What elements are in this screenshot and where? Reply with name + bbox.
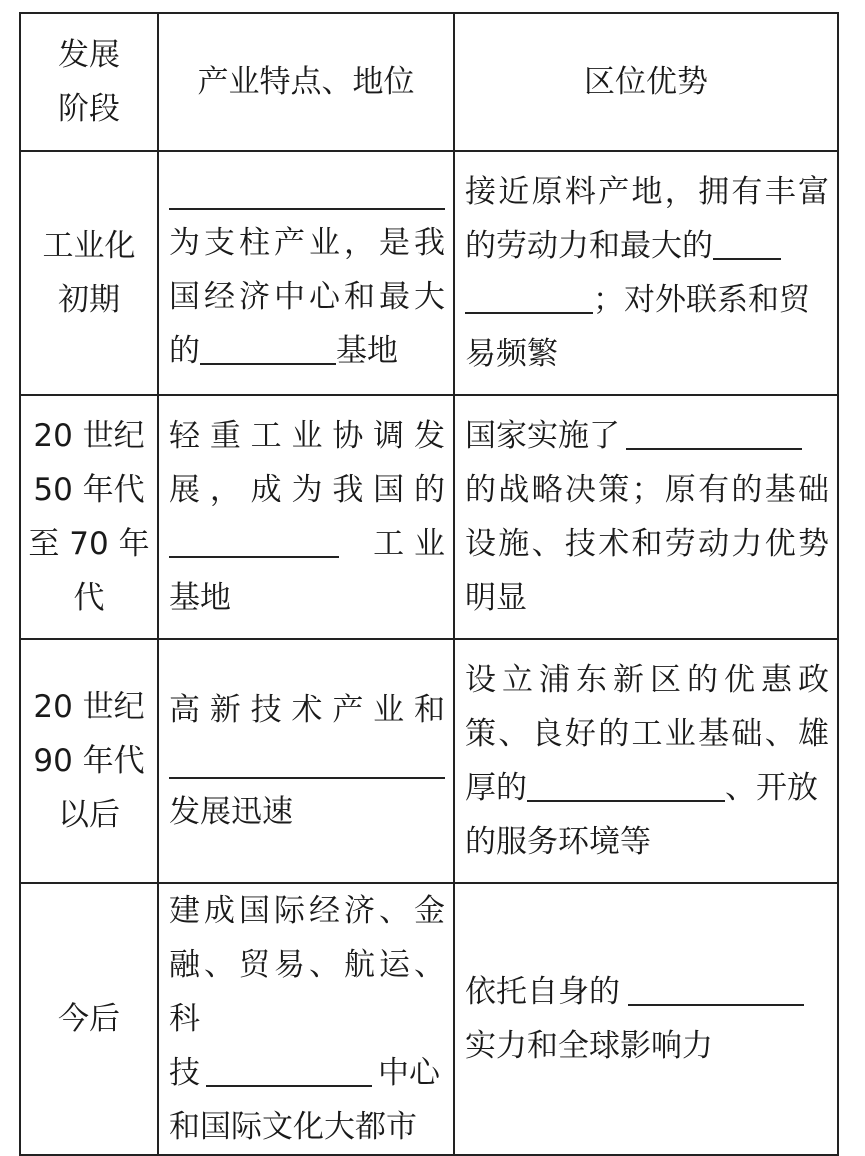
- advantage-text: 实力和全球影响力: [465, 1028, 713, 1064]
- answer-blank: [206, 1055, 372, 1087]
- feature-text: 融、贸易、航运、科: [169, 947, 445, 1037]
- feature-text: 和国际文化大都市: [169, 1109, 417, 1145]
- advantage-text: 、开放: [725, 770, 818, 806]
- advantage-line: [465, 219, 829, 273]
- feature-text: 基地: [336, 333, 398, 369]
- advantage-text: 设立浦东新区的优惠政: [465, 662, 829, 698]
- advantage-line: [465, 965, 829, 1019]
- feature-line: [169, 324, 445, 378]
- feature-cell: [158, 151, 454, 395]
- advantage-text: ；对外联系和贸: [593, 282, 810, 318]
- header-advantage: 区位优势: [454, 13, 838, 151]
- advantage-text: 设施、技术和劳动力优势: [465, 526, 829, 562]
- stage-line: 今后: [58, 1001, 120, 1037]
- stage-line: 工业化: [42, 228, 136, 264]
- feature-text: 国经济中心和最大: [169, 279, 445, 315]
- feature-text: 建成国际经济、金: [169, 893, 445, 929]
- feature-text: 基地: [169, 580, 231, 616]
- feature-text: 技: [169, 1055, 200, 1091]
- advantage-cell: [454, 395, 838, 639]
- header-row: [20, 13, 838, 151]
- table-row: [20, 639, 838, 883]
- advantage-line: [465, 409, 829, 463]
- answer-blank: [169, 737, 445, 779]
- answer-blank: [626, 418, 802, 450]
- advantage-text: 的劳动力和最大的: [465, 228, 713, 264]
- advantage-cell: [454, 883, 838, 1155]
- feature-text: 工 业: [373, 526, 445, 562]
- stage-cell: [20, 883, 158, 1155]
- advantage-cell: [454, 151, 838, 395]
- advantage-line: [465, 273, 829, 327]
- advantage-cell: [454, 639, 838, 883]
- answer-blank: [200, 333, 336, 365]
- advantage-text: 厚的: [465, 770, 527, 806]
- answer-blank: [527, 770, 725, 802]
- feature-text: 的: [169, 333, 200, 369]
- header-stage-line2: 阶段: [58, 91, 120, 127]
- advantage-text: 国家实施了: [465, 418, 620, 454]
- advantage-text: 易频繁: [465, 336, 558, 372]
- stage-line: 代: [73, 580, 105, 616]
- feature-text: 中心: [378, 1055, 440, 1091]
- answer-blank: [628, 974, 804, 1006]
- stage-line: 90 年代: [33, 743, 145, 779]
- stage-cell: [20, 151, 158, 395]
- stage-line: 50 年代: [33, 472, 145, 508]
- answer-blank: [169, 526, 339, 558]
- feature-text: 轻重工业协调发: [169, 418, 445, 454]
- stage-line: 20 世纪: [33, 418, 145, 454]
- advantage-text: 策、良好的工业基础、雄: [465, 716, 829, 752]
- stage-line: 20 世纪: [33, 689, 145, 725]
- table-row: [20, 883, 838, 1155]
- header-feature: 产业特点、地位: [158, 13, 454, 151]
- feature-cell: [158, 639, 454, 883]
- feature-line: [169, 1046, 445, 1100]
- stage-line: 以后: [58, 797, 120, 833]
- advantage-text: 的战略决策；原有的基础: [465, 472, 829, 508]
- feature-line: [169, 517, 445, 571]
- development-table: [19, 12, 839, 1156]
- stage-line: 初期: [58, 282, 120, 318]
- advantage-text: 依托自身的: [465, 974, 620, 1010]
- stage-cell: [20, 639, 158, 883]
- advantage-line: [465, 761, 829, 815]
- advantage-text: 明显: [465, 580, 527, 616]
- table-row: [20, 151, 838, 395]
- feature-text: 展，成为我国的: [169, 472, 445, 508]
- answer-blank: [169, 168, 445, 210]
- feature-text: 高新技术产业和: [169, 692, 445, 728]
- header-stage-line1: 发展: [58, 37, 120, 73]
- advantage-text: 接近原料产地，拥有丰富: [465, 174, 829, 210]
- table-row: [20, 395, 838, 639]
- stage-line: 至 70 年: [28, 526, 150, 562]
- feature-text: 发展迅速: [169, 794, 293, 830]
- feature-text: 为支柱产业，是我: [169, 225, 445, 261]
- feature-cell: [158, 395, 454, 639]
- advantage-text: 的服务环境等: [465, 824, 651, 860]
- header-stage: [20, 13, 158, 151]
- answer-blank: [465, 282, 593, 314]
- answer-blank: [713, 228, 781, 260]
- stage-cell: [20, 395, 158, 639]
- feature-cell: [158, 883, 454, 1155]
